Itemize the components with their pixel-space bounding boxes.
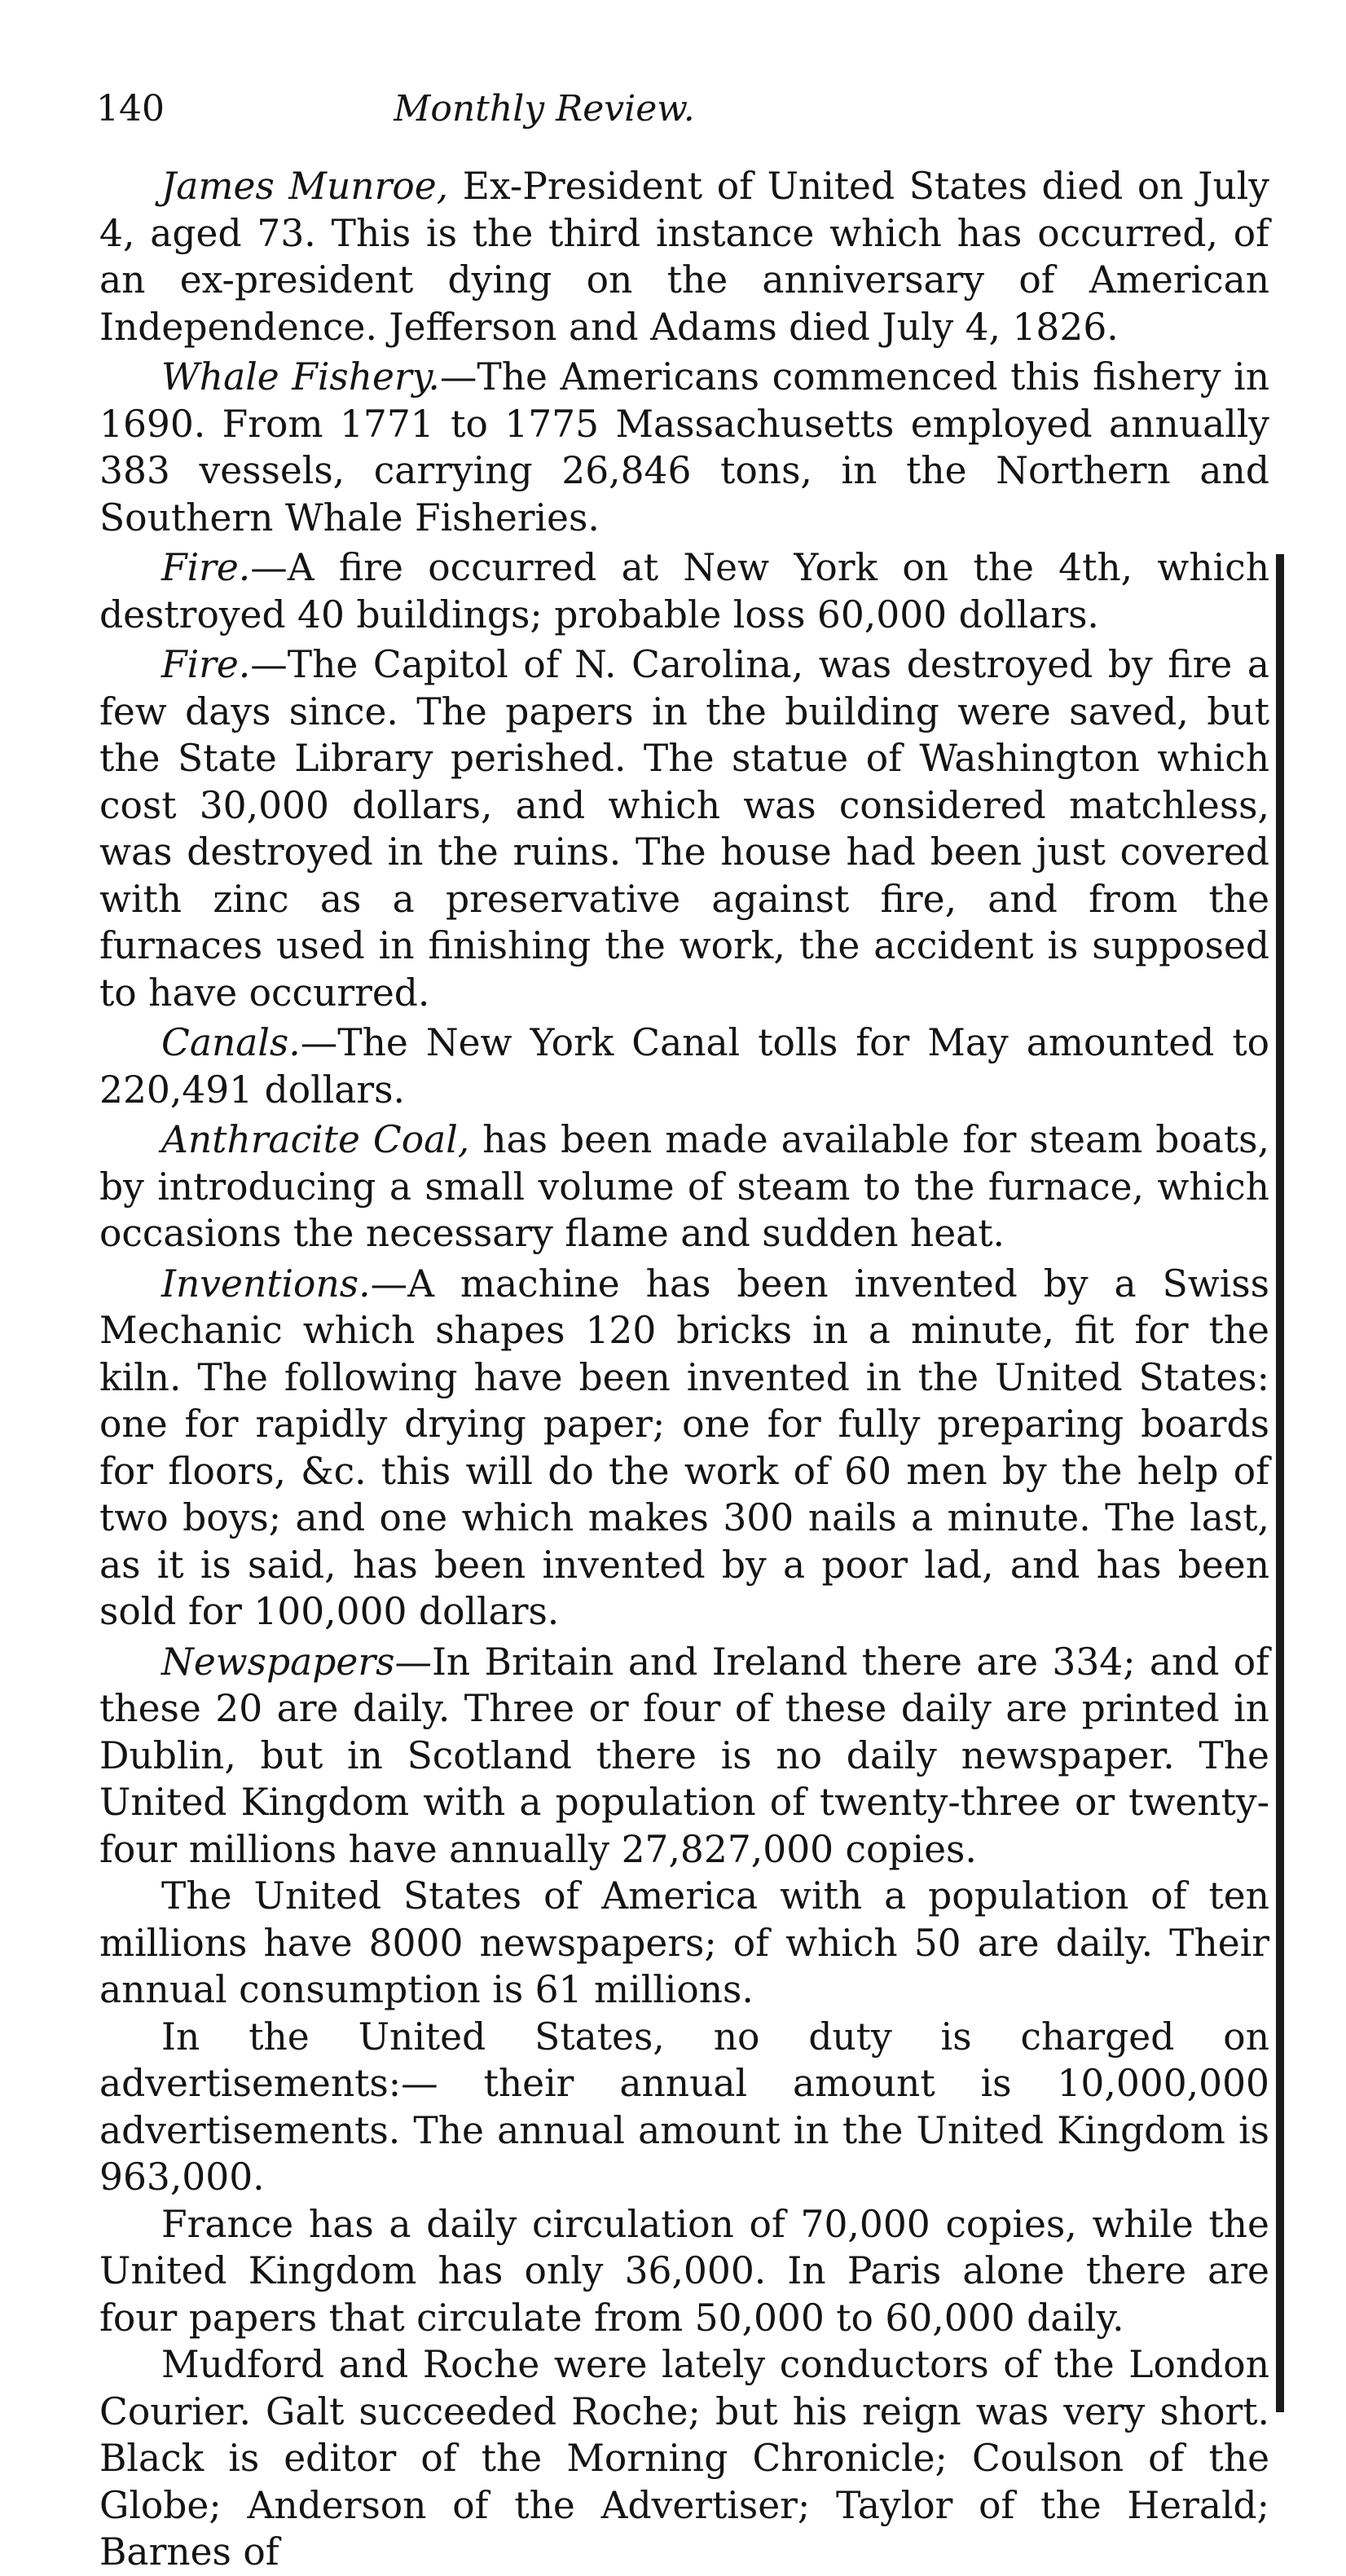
paragraph-us-newspapers (99, 1873, 1269, 2014)
page-number: 140 (96, 88, 165, 130)
paragraph-anthracite-coal (99, 1116, 1269, 1257)
binding-edge-shadow (1276, 554, 1284, 2412)
paragraph-text: —The New York Canal tolls for May amounted to 220,491 dollars. (99, 1021, 1269, 1112)
paragraph-text: France has a daily circulation of 70,000 copies, while the United Kingdom has only 36,000. In Paris alone there are four papers that circulate from 50,000 to 60,000 daily. (99, 2202, 1269, 2340)
running-title: Monthly Review. (394, 88, 695, 130)
paragraph-inventions (99, 1261, 1269, 1636)
paragraph-london-editors (99, 2341, 1269, 2576)
paragraph-lead: Canals. (161, 1021, 301, 1064)
paragraph-fire-new-york (99, 544, 1269, 638)
paragraph-text: Ex-President of United States died on July 4, aged 73. This is the third instance which has occurred, of an ex-president dying on the anniversary of American Independence. Jefferson and Adams died July 4, 1826. (99, 165, 1270, 349)
paragraph-lead: Anthracite Coal, (161, 1118, 470, 1161)
paragraph-text: In the United States, no duty is charged on advertisements:— their annual amount is 10,000,000 advertisements. The annual amount in the United Kingdom is 963,000. (99, 2015, 1269, 2199)
paragraph-lead: Fire. (161, 546, 251, 589)
paragraph-text: —A machine has been invented by a Swiss Mechanic which shapes 120 bricks in a minute, fit for the kiln. The following have been invented in the United States: one for rapidly drying paper; one for fully preparing boards for floors, &c. this will do the work of 60 men by the help of two boys; and one which makes 300 nails a minute. The last, as it is said, has been invented by a poor lad, and has been sold for 100,000 dollars. (99, 1262, 1269, 1633)
paragraph-whale-fishery (99, 354, 1269, 541)
paragraph-newspapers (99, 1639, 1269, 1874)
paragraph-text: —A fire occurred at New York on the 4th, which destroyed 40 buildings; probable loss 60,000 dollars. (99, 546, 1269, 636)
paragraph-lead: Newspapers (161, 1640, 395, 1684)
paragraph-text: —The Capitol of N. Carolina, was destroyed by fire a few days since. The papers in the building were saved, but the State Library perished. The statue of Washington which cost 30,000 dollars, and which was considered matchless, was destroyed in the ruins. The house had been just covered with zinc as a preservative against fire, and from the furnaces used in finishing the work, the accident is supposed to have occurred. (99, 643, 1269, 1015)
paragraph-lead: Fire. (161, 643, 251, 686)
paragraph-munroe (99, 163, 1269, 350)
paragraph-text: has been made available for steam boats, by introducing a small volume of steam to the furnace, which occasions the necessary flame and sudden heat. (99, 1118, 1269, 1255)
paragraph-lead: Whale Fishery. (161, 355, 440, 399)
paragraph-fire-capitol (99, 641, 1269, 1016)
paragraph-text: —In Britain and Ireland there are 334; and of these 20 are daily. Three or four of these daily are printed in Dublin, but in Scotland there is no daily newspaper. The United Kingdom with a population of twenty-three or twenty-four millions have annually 27,827,000 copies. (99, 1640, 1269, 1871)
paragraph-text: —The Americans commenced this fishery in 1690. From 1771 to 1775 Massachusetts employed annually 383 vessels, carrying 26,846 tons, in the Northern and Southern Whale Fisheries. (99, 355, 1269, 539)
paragraph-canals (99, 1019, 1269, 1113)
paragraph-text: The United States of America with a population of ten millions have 8000 newspapers; of which 50 are daily. Their annual consumption is 61 millions. (99, 1874, 1269, 2011)
paragraph-lead: Inventions. (161, 1262, 371, 1306)
paragraph-advertisements (99, 2014, 1269, 2201)
paragraph-france-circulation (99, 2201, 1269, 2342)
page-header (96, 88, 1302, 137)
paragraph-text: Mudford and Roche were lately conductors of the London Courier. Galt succeeded Roche; but his reign was very short. Black is editor of the Morning Chronicle; Coulson of the Globe; Anderson of the Advertiser; Taylor of the Herald; Barnes of (99, 2343, 1269, 2574)
paragraph-lead: James Munroe, (161, 165, 449, 208)
article-body (99, 163, 1269, 2576)
